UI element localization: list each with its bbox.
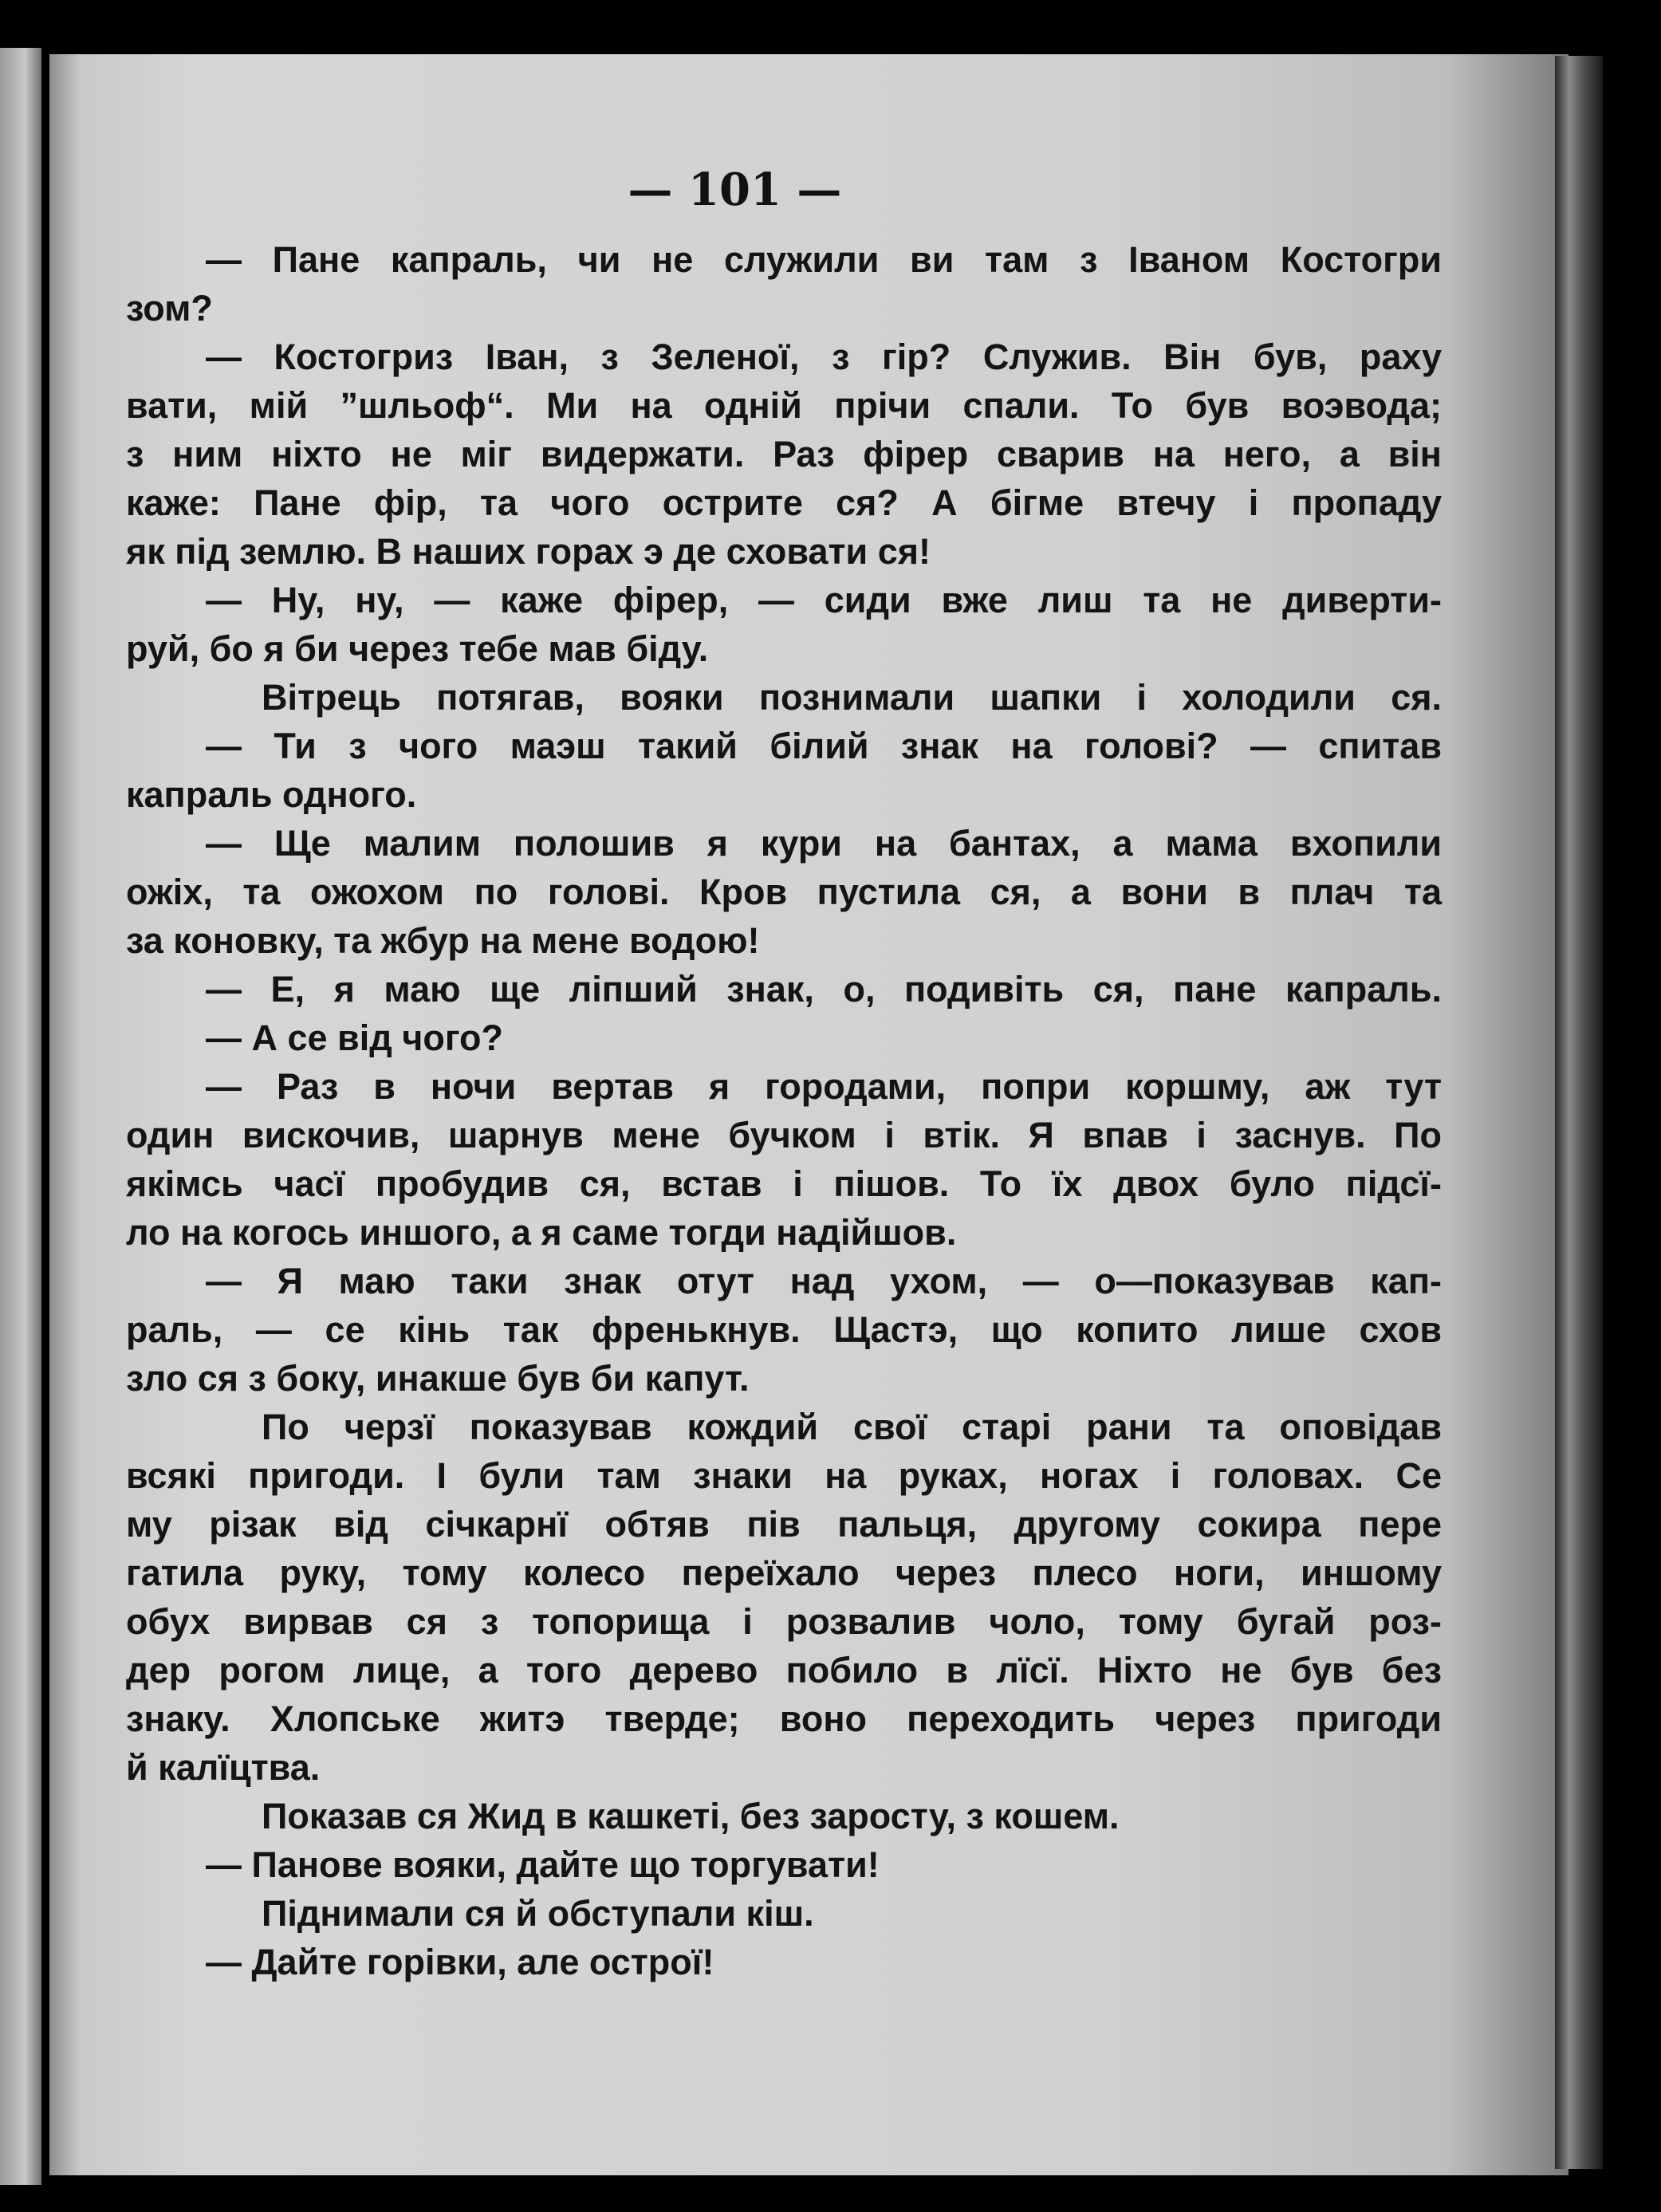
text-line: як під землю. В наших горах э де сховати ся! [126,531,931,572]
text-line: й калїцтва. [126,1747,321,1788]
text-line: — Ще малим полошив я кури на бантах, а мама вхопили [206,823,1442,864]
text-line: обух вирвав ся з топорища і розвалив чоло, тому бугай роз- [126,1601,1442,1642]
text-line: зло ся з боку, инакше був би капут. [126,1358,750,1399]
text-line: — Костогриз Іван, з Зеленої, з гір? Служив. Він був, раху [206,337,1442,377]
text-line: руй, бо я би через тебе мав біду. [126,628,709,669]
text-line: один вискочив, шарнув мене бучком і втік. Я впав і заснув. По [126,1115,1442,1155]
text-line: дер рогом лице, а того дерево побило в лїсї. Ніхто не був без [126,1650,1442,1690]
text-line: каже: Пане фір, та чого острите ся? А бігме втечу і пропаду [126,482,1442,523]
text-line: — Я маю таки знак отут над ухом, — о—показував кап- [206,1261,1442,1301]
text-line: ло на когось иншого, а я саме тогди надійшов. [126,1212,957,1253]
text-line: — Раз в ночи вертав я городами, попри коршму, аж тут [206,1066,1442,1107]
text-line: му різак від січкарнї обтяв пів пальця, другому сокира пере [126,1504,1442,1545]
page-number: — 101 — [628,163,842,216]
text-line: — Пане капраль, чи не служили ви там з Іваном Костогри [206,239,1442,280]
text-line: — Дайте горівки, але острої! [206,1942,714,1982]
text-line: — Ти з чого маэш такий білий знак на голові? — спитав [206,726,1442,766]
text-line: капраль одного. [126,774,417,815]
text-line: — Е, я маю ще ліпший знак, о, подивіть ся, пане капраль. [206,969,1442,1010]
page-fold-shadow [1555,56,1603,2169]
text-line: гатила руку, тому колесо переїхало через плесо ноги, иншому [126,1553,1442,1593]
text-line: вати, мій ”шльоф“. Ми на одній прічи спали. То був воэвода; [126,385,1442,426]
text-line: з ним ніхто не міг видержати. Раз фірер сварив на него, а він [126,434,1442,474]
text-line: знаку. Хлопське житэ тверде; воно переходить через пригоди [126,1698,1442,1739]
text-line: Показав ся Жид в кашкеті, без заросту, з кошем. [262,1796,1120,1836]
text-line: — Панове вояки, дайте що торгувати! [206,1844,880,1885]
previous-page-edge [0,48,41,2185]
text-line: Піднимали ся й обступали кіш. [262,1893,814,1934]
text-line: якімсь часї пробудив ся, встав і пішов. То їх двох було підсї- [126,1163,1442,1204]
text-line: По черзї показував кождий свої старі рани та оповідав [262,1407,1442,1447]
text-line: всякі пригоди. І були там знаки на руках, ногах і головах. Се [126,1455,1442,1496]
text-line: Вітрець потягав, вояки познимали шапки і холодили ся. [262,677,1442,718]
text-line: — Ну, ну, — каже фірер, — сиди вже лиш та не диверти- [206,580,1442,620]
text-line: раль, — се кінь так френькнув. Щастэ, що копито лише схов [126,1309,1442,1350]
text-line: за коновку, та жбур на мене водою! [126,920,760,961]
text-line: зом? [126,288,213,329]
text-line: ожіх, та ожохом по голові. Кров пустила ся, а вони в плач та [126,872,1442,912]
text-line: — А се від чого? [206,1017,504,1058]
body-text [126,235,1442,1986]
